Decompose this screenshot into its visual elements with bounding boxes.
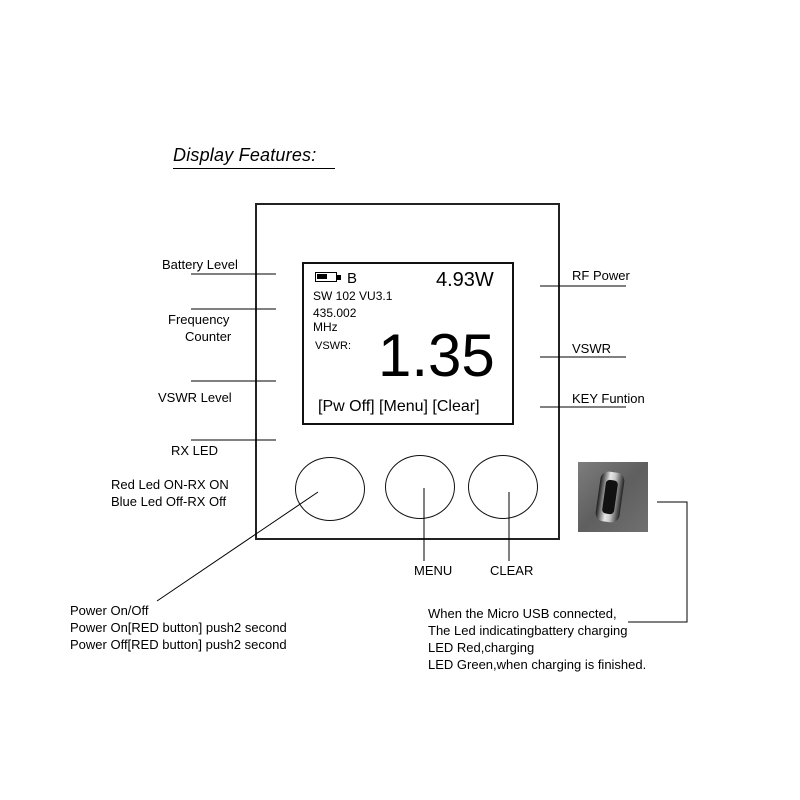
key-function-label: KEY Funtion bbox=[572, 391, 645, 406]
software-version: SW 102 VU3.1 bbox=[313, 289, 393, 303]
usb-note-line: LED Red,charging bbox=[428, 640, 535, 655]
usb-note-line: The Led indicatingbattery charging bbox=[428, 623, 628, 638]
vswr-readout: 1.35 bbox=[378, 322, 495, 389]
vswr-level-label: VSWR Level bbox=[158, 390, 232, 405]
usb-leader bbox=[628, 502, 687, 622]
red-led-note: Red Led ON-RX ON bbox=[111, 477, 229, 492]
page-title: Display Features: bbox=[173, 145, 335, 169]
rf-power-readout: 4.93W bbox=[436, 269, 494, 291]
blue-led-note: Blue Led Off-RX Off bbox=[111, 494, 227, 509]
key-function-bar: [Pw Off] [Menu] [Clear] bbox=[318, 398, 480, 415]
band-indicator: B bbox=[347, 270, 358, 287]
power-note-line: Power On/Off bbox=[70, 603, 149, 618]
vswr-label: VSWR bbox=[572, 341, 611, 356]
frequency-counter-label-line1: Frequency bbox=[168, 312, 230, 327]
frequency-counter-label-line2: Counter bbox=[185, 329, 232, 344]
clear-label: CLEAR bbox=[490, 563, 534, 578]
frequency-readout: 435.002 bbox=[313, 306, 357, 320]
menu-label: MENU bbox=[414, 563, 453, 578]
rx-led-label: RX LED bbox=[171, 443, 218, 458]
power-note-line: Power On[RED button] push2 second bbox=[70, 620, 287, 635]
vswr-screen-label: VSWR: bbox=[315, 340, 352, 352]
usb-note-line: When the Micro USB connected, bbox=[428, 606, 617, 621]
battery-level-label: Battery Level bbox=[162, 257, 238, 272]
power-note-line: Power Off[RED button] push2 second bbox=[70, 637, 287, 652]
frequency-unit: MHz bbox=[313, 320, 338, 334]
usb-note-line: LED Green,when charging is finished. bbox=[428, 657, 647, 672]
rf-power-label: RF Power bbox=[572, 268, 630, 283]
